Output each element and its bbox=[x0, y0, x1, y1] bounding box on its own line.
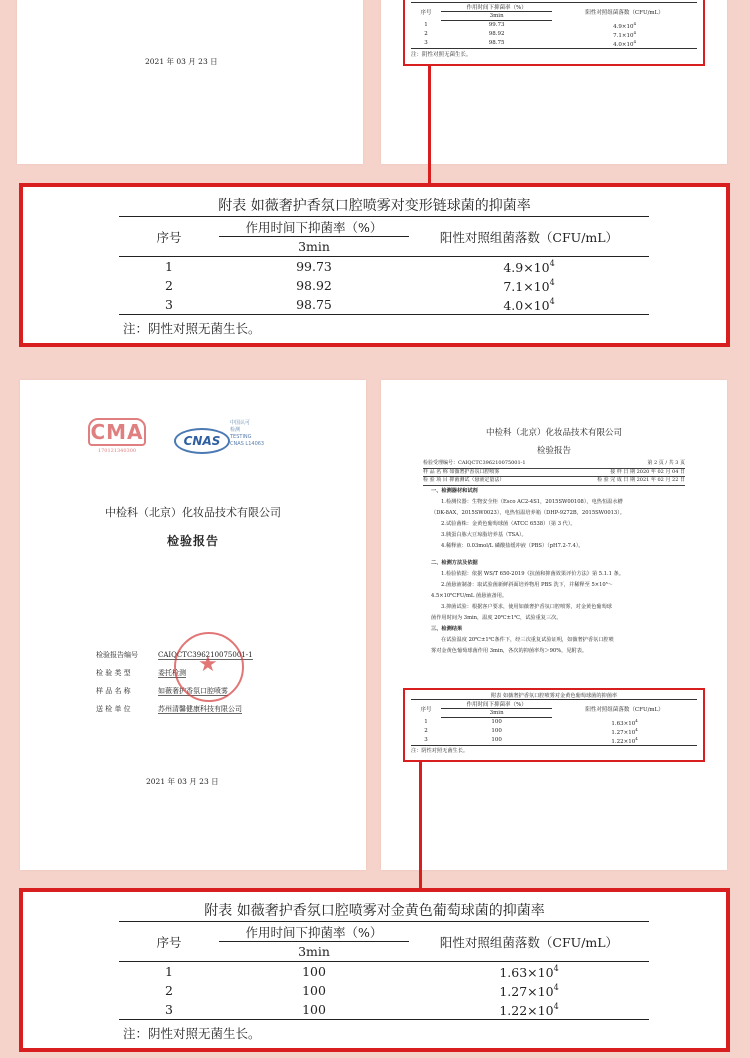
connector-line-bottom bbox=[419, 762, 422, 888]
cnas-logo bbox=[172, 418, 282, 458]
table-2-col-count: 阳性对照组菌落数（CFU/mL） bbox=[409, 922, 649, 962]
table-2-col-seq: 序号 bbox=[119, 922, 219, 962]
table-row: 1 99.73 $4.9\times 10^4$ bbox=[424, 20, 637, 30]
table-1 bbox=[119, 216, 649, 315]
field-client: 送 检 单 位 苏州清馨健康科技有限公司 bbox=[96, 705, 242, 713]
cma-number: 170121340300 bbox=[97, 448, 137, 454]
table-row: 3 100 $1.22\times 10^4$ bbox=[119, 1000, 649, 1020]
cover-report-title: 检验报告 bbox=[166, 534, 219, 548]
report-page-top bbox=[381, 0, 727, 164]
table-row: 2 98.92 $7.1\times 10^4$ bbox=[424, 29, 637, 39]
report-company: 中检科（北京）化妆品技术有限公司 bbox=[485, 428, 622, 438]
cover-page-top bbox=[17, 0, 363, 164]
cover-page bbox=[20, 380, 366, 870]
table-row: 2 100 $1.27\times 10^4$ bbox=[424, 726, 638, 736]
table-row: 3 100 $1.22\times 10^4$ bbox=[411, 736, 697, 746]
table-row: 1 100 $1.63\times 10^4$ bbox=[165, 963, 559, 980]
mini-table-title: 附表 如薇奢护香氛口腔喷雾对金黄色葡萄球菌的抑菌率 bbox=[490, 693, 618, 699]
table-1-col-time: 3min bbox=[219, 237, 409, 257]
table-2 bbox=[119, 921, 649, 1020]
report-page bbox=[381, 380, 727, 870]
cnas-caption: 中国认可 检测 TESTING CNAS L14063 bbox=[230, 420, 265, 447]
mini-note-top: 注：阴性对照无菌生长。 bbox=[411, 51, 472, 58]
official-stamp: ★ bbox=[174, 632, 244, 702]
cover-date: 2021 年 03 月 23 日 bbox=[146, 777, 219, 786]
zoomed-table-2 bbox=[19, 888, 730, 1052]
table-1-col-seq: 序号 bbox=[119, 217, 219, 257]
zoomed-table-1 bbox=[19, 183, 730, 347]
mini-table-top bbox=[411, 2, 697, 49]
mini-col-count: 阳性对照组菌落数（CFU/mL） bbox=[552, 3, 697, 21]
table-1-note: 注：阴性对照无菌生长。 bbox=[123, 321, 261, 336]
table-row: 2 100 $1.27\times 10^4$ bbox=[165, 982, 559, 999]
report-body: 一、检测器材和试剂 1.检测仪器：生物安全柜（Esco AC2-4S1，2015SW00108），电热恒温水槽 （DK-8AX，2015SW0023），电热恒温培养箱（DHP-9272B，2015SW0013）。 2.试验菌株：金黄色葡萄球菌（ATCC 6538）（第 3 代）。 3.胰蛋白胨大豆琼脂培养基（TSA）。 4.稀释液：0.03mol/L 磷酸盐缓冲液（PBS）（pH7.2-7.4）。 二、检测方法及依据 1.检验依据：依据 WS/T 650-2019《抗菌和抑菌效果评价方法》第 5.1.1 条。 2.菌悬液制备：取试验菌新鲜斜面培养物用 PBS 洗下，并稀释至 5×10⁵～ 4.5×10⁶CFU/mL 菌悬液备用。 3.抑菌试验：根据客户要求，使用如薇奢护香氛口腔喷雾，对金黄色葡萄球 菌作用时间为 3min，温度 20℃±1℃，试验重复三次。 三、检测结果 在试验温度 20℃±1℃条件下，经三次重复试验证明，如薇奢护香氛口腔喷 雾对金黄色葡萄球菌作用 3min，各次的抑菌率均＞90%，见附表。 bbox=[431, 488, 625, 654]
table-row: 2 98.92 $7.1\times 10^4$ bbox=[165, 277, 555, 294]
connector-line-top bbox=[428, 66, 431, 184]
mini-table-highlight bbox=[403, 688, 705, 762]
report-title: 检验报告 bbox=[536, 446, 571, 456]
table-2-note: 注：阴性对照无菌生长。 bbox=[123, 1026, 261, 1041]
cnas-logo-text: CNAS bbox=[174, 428, 230, 454]
table-2-col-rate: 作用时间下抑菌率（%） bbox=[219, 922, 409, 942]
cma-logo-text: CMA bbox=[88, 418, 146, 446]
table-2-col-time: 3min bbox=[219, 942, 409, 962]
table-1-col-rate: 作用时间下抑菌率（%） bbox=[219, 217, 409, 237]
table-1-col-count: 阳性对照组菌落数（CFU/mL） bbox=[409, 217, 649, 257]
mini-table: 序号 作用时间下抑菌率（%） 阳性对照组菌落数（CFU/mL） 3min 1 100 $1.63\times 10^4$ 2 100 $1.27\times 10^4$ 3 100 $1.22\times 10^4$ bbox=[411, 699, 697, 746]
table-row: 3 98.75 $4.0\times 10^4$ bbox=[411, 39, 697, 49]
table-2-title: 附表 如薇奢护香氛口腔喷雾对金黄色葡萄球菌的抑菌率 bbox=[204, 903, 545, 919]
mini-col-min: 3min bbox=[441, 12, 552, 21]
mini-col-rate: 作用时间下抑菌率（%） bbox=[441, 3, 552, 12]
table-row: 3 98.75 $4.0\times 10^4$ bbox=[119, 295, 649, 315]
cover-company: 中检科（北京）化妆品技术有限公司 bbox=[105, 506, 281, 519]
table-row: 1 100 $1.63\times 10^4$ bbox=[424, 717, 638, 727]
report-meta: 检验受理编号：CAIQCTC396210075001-1 第 2 页 / 共 3 页 样 品 名 称 如薇奢护香氛口腔喷雾 接 样 日 期 2020 年 02 月 04 日 检 验 项 目 抑菌测试（悬液定量法） 检 验 完 成 日 期 2021 年 02 月 22 日 bbox=[423, 460, 685, 486]
mini-table-highlight-top bbox=[403, 0, 705, 66]
field-sample: 样 品 名 称 如薇奢护香氛口腔喷雾 bbox=[96, 687, 228, 695]
mini-col-seq: 序号 bbox=[411, 3, 441, 21]
cover-date-top: 2021 年 03 月 23 日 bbox=[145, 57, 218, 66]
table-row: 1 99.73 $4.9\times 10^4$ bbox=[165, 258, 555, 275]
field-type: 检 验 类 型 委托检测 bbox=[96, 669, 186, 677]
field-report-no: 检验报告编号 CAIQCTC396210075001-1 bbox=[96, 651, 253, 659]
cma-logo bbox=[88, 418, 146, 456]
table-1-title: 附表 如薇奢护香氛口腔喷雾对变形链球菌的抑菌率 bbox=[218, 198, 531, 214]
mini-note: 注：阴性对照无菌生长。 bbox=[411, 747, 469, 754]
